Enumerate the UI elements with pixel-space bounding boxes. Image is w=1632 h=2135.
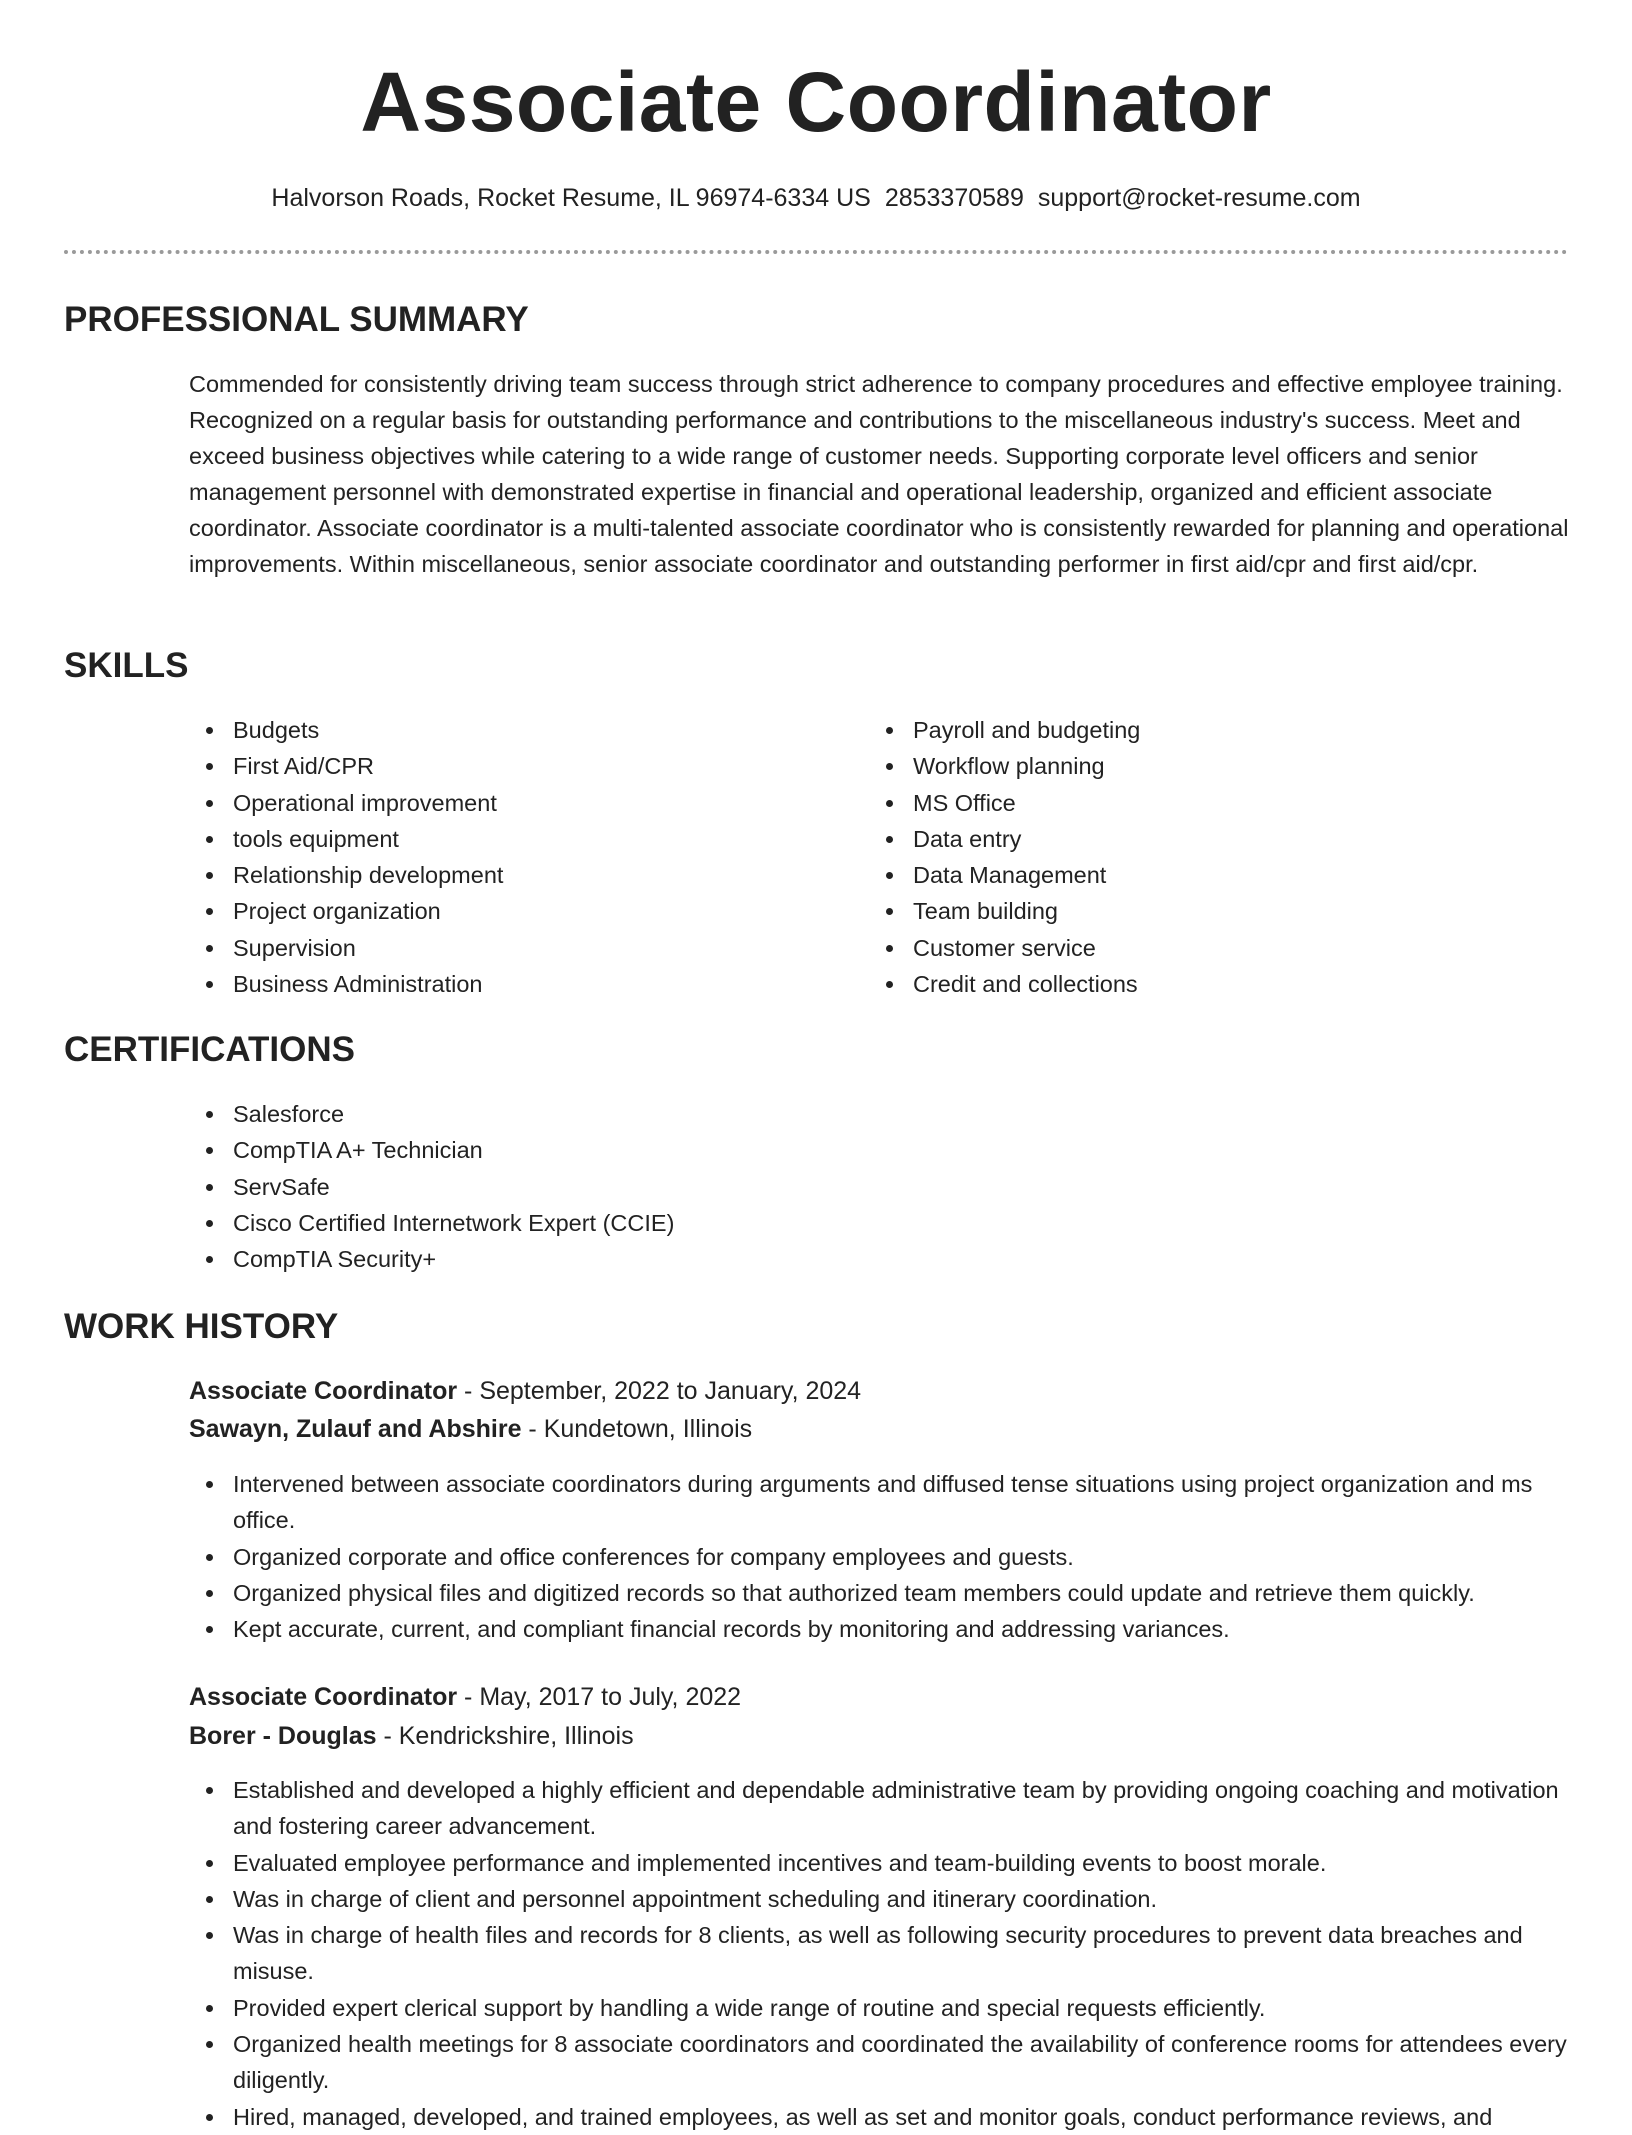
contact-line (0, 180, 1632, 216)
job-title-line (189, 1372, 861, 1410)
job-bullet: Kept accurate, current, and compliant financial records by monitoring and addressing variances. (189, 1611, 1569, 1647)
job-bullet: Organized physical files and digitized records so that authorized team members could update and retrieve them quickly. (189, 1575, 1569, 1611)
job-bullet: Established and developed a highly efficient and dependable administrative team by providing ongoing coaching and motivation and fostering career advancement. (189, 1772, 1569, 1845)
section-title-summary: PROFESSIONAL SUMMARY (64, 300, 529, 339)
skill-item: Supervision (189, 930, 829, 966)
job-bullets (189, 1466, 1569, 1647)
job-bullet: Evaluated employee performance and implemented incentives and team-building events to boost morale. (189, 1845, 1569, 1881)
job-bullet: Was in charge of health files and records for 8 clients, as well as following security procedures to prevent data breaches and misuse. (189, 1917, 1569, 1990)
contact-email[interactable]: support@rocket-resume.com (1037, 184, 1361, 212)
contact-phone: 2853370589 (884, 184, 1024, 212)
job-bullets (189, 1772, 1569, 2135)
certification-item: ServSafe (189, 1169, 1189, 1205)
skills-list-left (189, 712, 829, 1002)
certifications-list (189, 1096, 1189, 1277)
skills-list-right (869, 712, 1509, 1002)
skill-item: Budgets (189, 712, 829, 748)
contact-address: Halvorson Roads, Rocket Resume, IL 96974-6334 US (271, 184, 871, 212)
section-title-certifications: CERTIFICATIONS (64, 1030, 356, 1069)
skill-item: Project organization (189, 893, 829, 929)
skill-item: Operational improvement (189, 785, 829, 821)
job-bullet: Organized health meetings for 8 associate coordinators and coordinated the availability of conference rooms for attendees every diligently. (189, 2026, 1569, 2099)
skill-item: Payroll and budgeting (869, 712, 1509, 748)
certification-item: Cisco Certified Internetwork Expert (CCIE) (189, 1205, 1189, 1241)
skill-item: Business Administration (189, 966, 829, 1002)
skill-item: Data entry (869, 821, 1509, 857)
job-dates: - May, 2017 to July, 2022 (457, 1683, 742, 1711)
candidate-name: Associate Coordinator (360, 55, 1272, 149)
job-company: Sawayn, Zulauf and Abshire (189, 1415, 522, 1443)
skill-item: Credit and collections (869, 966, 1509, 1002)
job-bullet: Was in charge of client and personnel appointment scheduling and itinerary coordination. (189, 1881, 1569, 1917)
certification-item: CompTIA Security+ (189, 1241, 1189, 1277)
job-bullet: Intervened between associate coordinators during arguments and diffused tense situations using project organization and ms office. (189, 1466, 1569, 1539)
header-divider (64, 250, 1568, 254)
job-title: Associate Coordinator (189, 1683, 458, 1711)
skill-item: tools equipment (189, 821, 829, 857)
job-company-line (189, 1717, 634, 1755)
job-bullet: Hired, managed, developed, and trained employees, as well as set and monitor goals, conduct performance reviews, and (189, 2099, 1569, 2135)
skill-item: Data Management (869, 857, 1509, 893)
section-title-skills: SKILLS (64, 646, 189, 685)
job-company: Borer - Douglas (189, 1722, 377, 1750)
skill-item: Workflow planning (869, 748, 1509, 784)
skill-item: MS Office (869, 785, 1509, 821)
certification-item: CompTIA A+ Technician (189, 1132, 1189, 1168)
certification-item: Salesforce (189, 1096, 1189, 1132)
skill-item: First Aid/CPR (189, 748, 829, 784)
job-location: - Kundetown, Illinois (521, 1415, 753, 1443)
job-company-line (189, 1410, 752, 1448)
summary-text: Commended for consistently driving team success through strict adherence to company procedures and effective employee training. Recognized on a regular basis for outstanding performance and contributions to the miscellaneous industry's success. Meet and exceed business objectives while catering to a wide range of customer needs. Supporting corporate level officers and senior management personnel with demonstrated expertise in financial and operational leadership, organized and efficient associate coordinator. Associate coordinator is a multi-talented associate coordinator who is consistently rewarded for planning and operational improvements. Within miscellaneous, senior associate coordinator and outstanding performer in first aid/cpr and first aid/cpr. (189, 371, 1569, 577)
job-bullet: Provided expert clerical support by handling a wide range of routine and special requests efficiently. (189, 1990, 1569, 2026)
job-bullet: Organized corporate and office conferences for company employees and guests. (189, 1539, 1569, 1575)
job-title-line (189, 1678, 741, 1716)
skill-item: Customer service (869, 930, 1509, 966)
section-title-work-history: WORK HISTORY (64, 1307, 339, 1346)
skill-item: Relationship development (189, 857, 829, 893)
job-location: - Kendrickshire, Illinois (376, 1722, 634, 1750)
skill-item: Team building (869, 893, 1509, 929)
job-title: Associate Coordinator (189, 1377, 458, 1405)
job-dates: - September, 2022 to January, 2024 (457, 1377, 862, 1405)
